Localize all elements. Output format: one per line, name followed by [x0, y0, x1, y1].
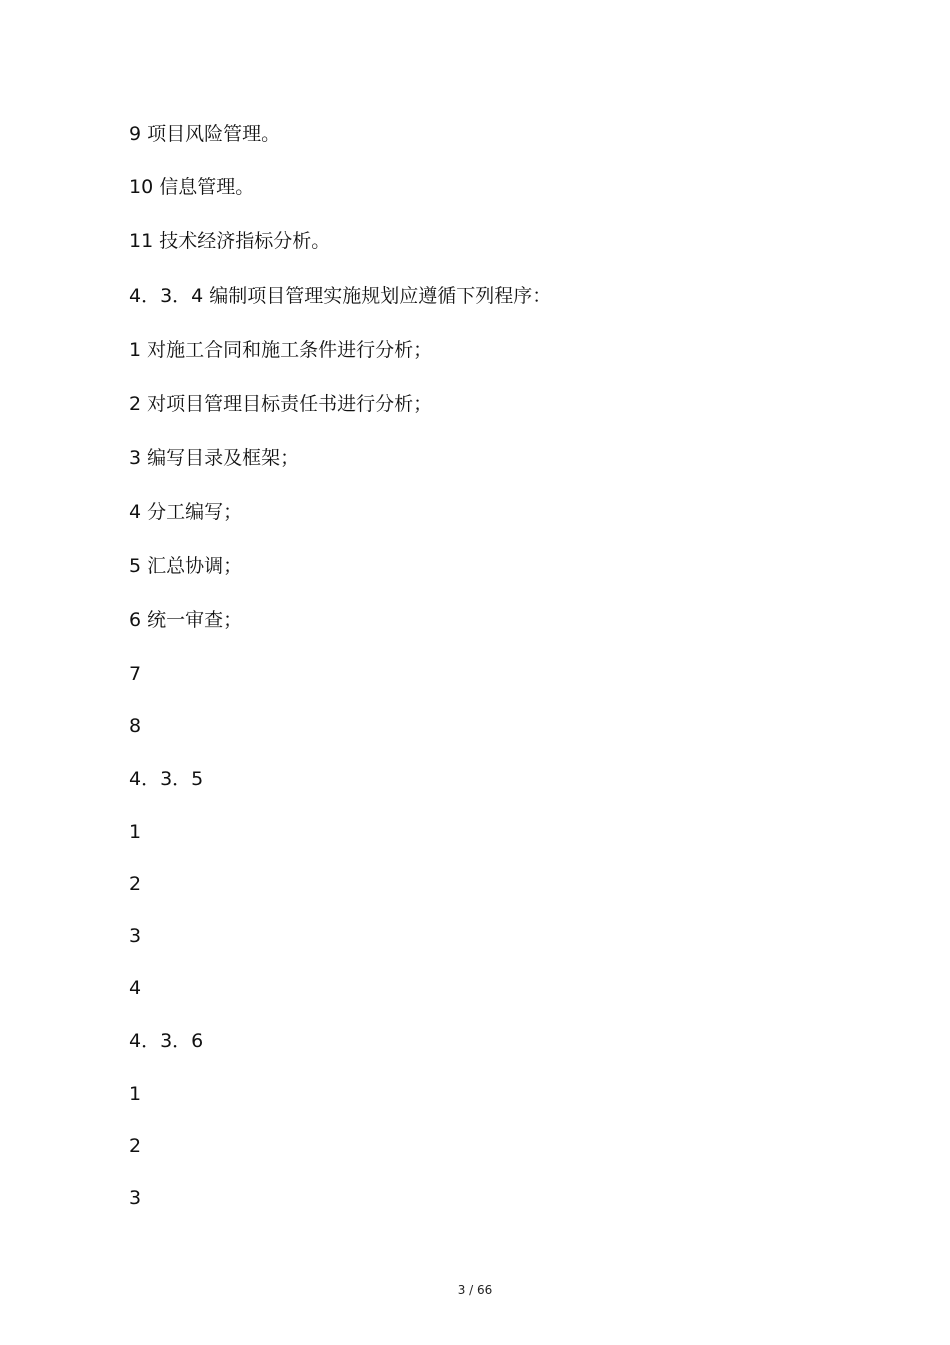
text-line: 6 统一审查；: [129, 609, 243, 631]
text-line: 7: [129, 663, 142, 685]
text-line: 3 编写目录及框架；: [129, 447, 300, 469]
text-line: 9 项目风险管理。: [129, 123, 281, 145]
text-line: 5 汇总协调；: [129, 555, 243, 577]
text-line: 3: [129, 925, 142, 947]
page-number: 3 / 66: [457, 1283, 493, 1297]
text-line: 2 对项目管理目标责任书进行分析；: [129, 393, 433, 415]
text-line: 11 技术经济指标分析。: [129, 230, 331, 252]
text-line: 4 分工编写；: [129, 501, 243, 523]
text-line: 2: [129, 1135, 142, 1157]
section-heading: 4．3．4 编制项目管理实施规划应遵循下列程序：: [129, 285, 552, 307]
text-line: 1: [129, 1083, 142, 1105]
text-line: 10 信息管理。: [129, 176, 255, 198]
text-line: 4: [129, 977, 142, 999]
text-line: 1: [129, 821, 142, 843]
text-line: 1 对施工合同和施工条件进行分析；: [129, 339, 433, 361]
text-line: 8: [129, 715, 142, 737]
text-line: 3: [129, 1187, 142, 1209]
text-line: 2: [129, 873, 142, 895]
section-heading: 4．3．6: [129, 1030, 204, 1052]
section-heading: 4．3．5: [129, 768, 204, 790]
